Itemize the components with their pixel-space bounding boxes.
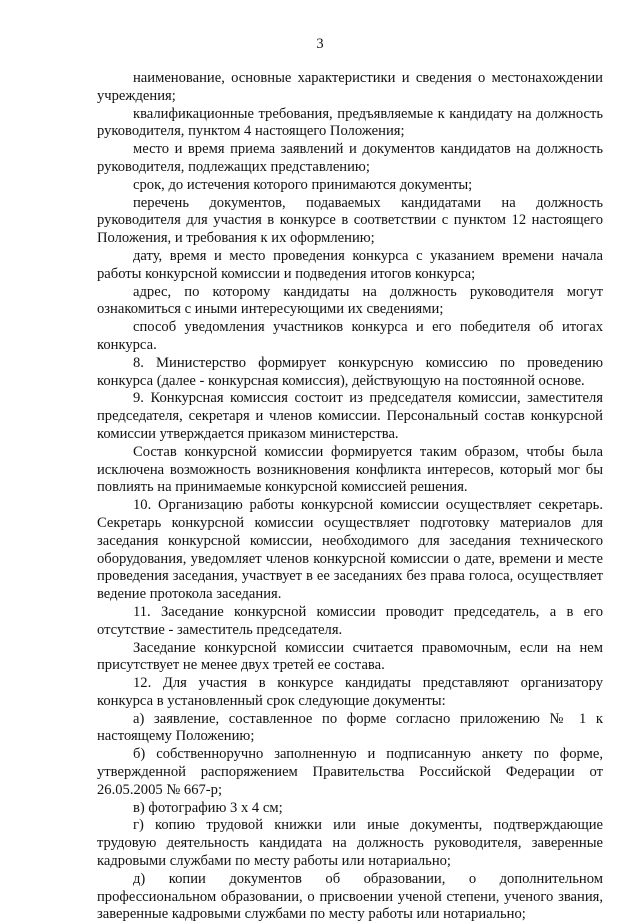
paragraph-announcement-qualification: квалификационные требования, предъявляемые к кандидату на должность руководителя, пунктом 4 настоящего Положения; (97, 105, 603, 140)
paragraph-announcement-address: адрес, по которому кандидаты на должность руководителя могут ознакомиться с иными интересующими их сведениями; (97, 283, 603, 318)
paragraph-item-12a: а) заявление, составленное по форме согласно приложению № 1 к настоящему Положению; (97, 710, 603, 745)
paragraph-item-12: 12. Для участия в конкурсе кандидаты представляют организатору конкурса в установленный срок следующие документы: (97, 675, 603, 709)
paragraph-item-12b: б) собственноручно заполненную и подписанную анкету по форме, утвержденной распоряжением Правительства Российской Федерации от 26.05.2005 № 667-р; (97, 746, 603, 798)
document-body (97, 70, 603, 924)
paragraph-item-12g: г) копию трудовой книжки или иные документы, подтверждающие трудовую деятельность кандидата на должность руководителя, заверенные кадровыми службами по месту работы или нотариально; (97, 817, 603, 870)
paragraph-commission-composition: Состав конкурсной комиссии формируется таким образом, чтобы была исключена возможность возникновения конфликта интересов, который мог бы повлиять на принимаемые конкурсной комиссией решения. (97, 443, 603, 496)
paragraph-item-9: 9. Конкурсная комиссия состоит из председателя комиссии, заместителя председателя, секретаря и членов комиссии. Персональный состав конкурсной комиссии утверждается приказом министерства. (97, 390, 603, 442)
paragraph-quorum: Заседание конкурсной комиссии считается правомочным, если на нем присутствует не менее двух третей ее состава. (97, 639, 603, 674)
paragraph-announcement-notification: способ уведомления участников конкурса и его победителя об итогах конкурса. (97, 319, 603, 353)
paragraph-announcement-documents: перечень документов, подаваемых кандидатами на должность руководителя для участия в конкурсе в соответствии с пунктом 12 настоящего Положения, и требования к их оформлению; (97, 194, 603, 247)
paragraph-announcement-date: дату, время и место проведения конкурса с указанием времени начала работы конкурсной комиссии и подведения итогов конкурса; (97, 247, 603, 282)
paragraph-item-12v: в) фотографию 3 х 4 см; (133, 799, 283, 816)
paragraph-item-11: 11. Заседание конкурсной комиссии проводит председатель, а в его отсутствие - заместитель председателя. (97, 603, 603, 638)
paragraph-announcement-deadline: срок, до истечения которого принимаются документы; (133, 176, 473, 193)
paragraph-announcement-place-time: место и время приема заявлений и документов кандидатов на должность руководителя, подлежащих представлению; (97, 141, 603, 175)
paragraph-announcement-institution: наименование, основные характеристики и сведения о местонахождении учреждения; (97, 70, 603, 104)
paragraph-item-8: 8. Министерство формирует конкурсную комиссию по проведению конкурса (далее - конкурсная комиссия), действующую на постоянной основе. (97, 354, 603, 389)
paragraph-item-12d: д) копии документов об образовании, о дополнительном профессиональном образовании, о присвоении ученой степени, ученого звания, заверенные кадровыми службами по месту работы или нотариально; (97, 870, 603, 923)
paragraph-item-10: 10. Организацию работы конкурсной комиссии осуществляет секретарь. Секретарь конкурсной комиссии осуществляет подготовку материалов для заседания конкурсной комиссии, необходимого для заседания технического оборудования, уведомляет членов конкурсной комиссии о дате, времени и месте проведения заседания, участвует в ее заседаниях без права голоса, осуществляет ведение протокола заседания. (97, 497, 603, 603)
page-number: 3 (316, 36, 324, 52)
